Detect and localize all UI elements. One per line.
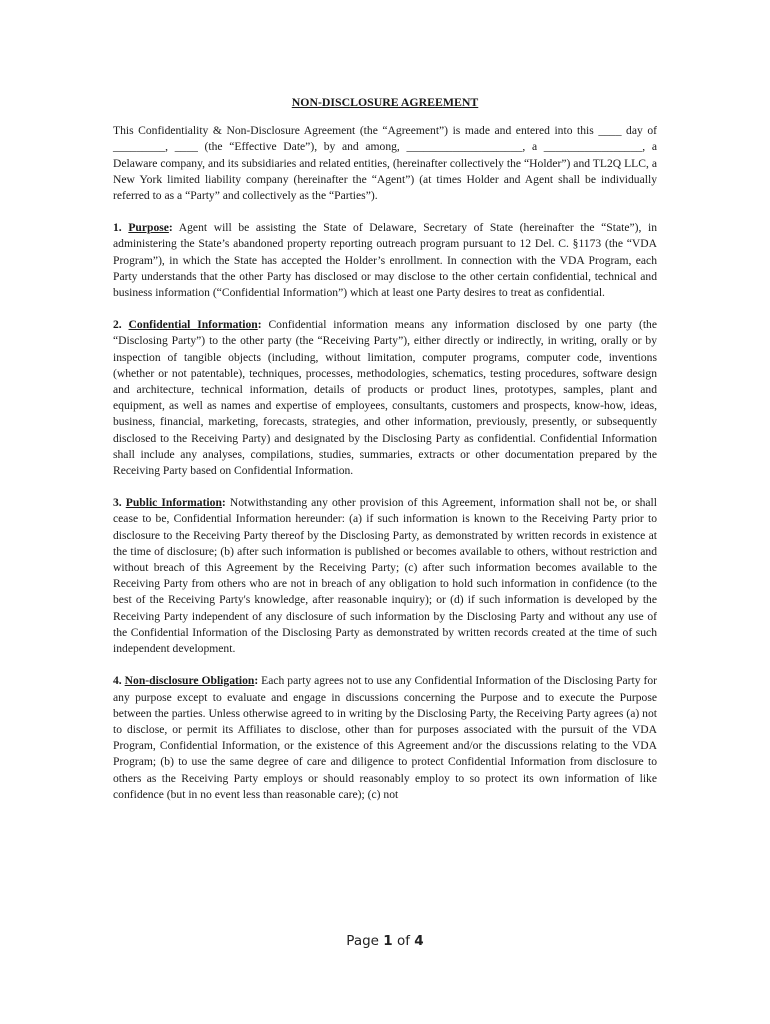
section-body: Notwithstanding any other provision of this Agreement, information shall not be, or shall cease to be, Confidential Information hereunder: (a) if such information is known to the Receiving Party prior to disclosure to the Receiving Party thereof by the Disclosing Party, as demonstrated by written records in existence at the time of disclosure; (b) after such information is published or becomes available to others, without restriction and without breach of this Agreement by the Receiving Party; (c) after such information becomes available to the Receiving Party from others who are not in breach of any obligation to hold such information in confidence (to the best of the Receiving Party's knowledge, after reasonable inquiry); or (d) if such information is developed by the Receiving Party independent of any disclosure of such information by the Disclosing Party and without any use of the Confidential Information of the Disclosing Party as demonstrated by written records created at the time of such independent development. — [113, 496, 657, 656]
section-heading: Non-disclosure Obligation — [124, 674, 255, 688]
section-public-information — [113, 495, 657, 657]
section-heading: Public Information — [125, 496, 222, 510]
section-body: Agent will be assisting the State of Delaware, Secretary of State (hereinafter the “State”), in administering the State’s abandoned property reporting outreach program pursuant to 12 Del. C. §1173 (the “VDA Program”), in which the State has accepted the Holder’s enrollment. In connection with the VDA Program, each Party understands that the other Party has disclosed or may disclose to the other certain confidential, technical and business information (“Confidential Information”) which at least one Party desires to treat as confidential. — [113, 221, 658, 300]
intro-paragraph: This Confidentiality & Non-Disclosure Agreement (the “Agreement”) is made and entered into this ____ day of _________, ____ (the “Effective Date”), by and among, ____________________, a _________________, a Delaware company, and its subsidiaries and related entities, (hereinafter collectively the “Holder”) and TL2Q LLC, a New York limited liability company (hereinafter the “Agent”) (at times Holder and Agent shall be individually referred to as a “Party” and collectively as the “Parties”). — [113, 124, 657, 203]
section-purpose — [113, 220, 657, 301]
page-current: 1 — [383, 933, 393, 949]
document-title: NON-DISCLOSURE AGREEMENT — [291, 95, 479, 109]
section-heading: Confidential Information — [128, 318, 258, 332]
page-total: 4 — [414, 933, 424, 949]
of-word: of — [396, 933, 410, 949]
section-colon: : — [257, 318, 262, 332]
section-non-disclosure-obligation — [113, 673, 657, 803]
section-heading: Purpose — [128, 221, 169, 235]
section-body: Confidential information means any information disclosed by one party (the “Disclosing Party”) to the other party (the “Receiving Party”), either directly or indirectly, in writing, orally or by inspection of tangible objects (including, without limitation, computer programs, computer code, inventions (whether or not patentable), techniques, processes, methodologies, schematics, testing procedures, software design and architecture, technical information, details of products or product lines, prototypes, samples, plant and equipment, as well as names and expertise of employees, consultants, customers and prospects, know-how, ideas, business, financial, marketing, forecasts, strategies, and other information, previously, presently, or subsequently disclosed to the Receiving Party) and designated by the Disclosing Party as confidential. Confidential Information shall include any analyses, compilations, studies, summaries, extracts or other documentation prepared by the Receiving Party based on Confidential Information. — [113, 318, 657, 478]
section-colon: : — [221, 496, 226, 510]
section-colon: : — [168, 221, 173, 235]
section-number: 3. — [113, 496, 122, 510]
document-body — [113, 94, 657, 819]
page-footer — [0, 933, 770, 949]
page-word: Page — [346, 933, 379, 949]
section-body: Each party agrees not to use any Confidential Information of the Disclosing Party for any purpose except to evaluate and engage in discussions concerning the Purpose and to execute the Purpose between the parties. Unless otherwise agreed to in writing by the Disclosing Party, the Receiving Party agrees (a) not to disclose, or permit its Affiliates to disclose, other than for purposes associated with the pursuit of the VDA Program, Confidential Information, or the existence of this Agreement and/or the discussions relating to the VDA Program; (b) to use the same degree of care and diligence to protect Confidential Information from disclosure to others as the Receiving Party employs or should reasonably employ to so protect its own information of like confidence (but in no event less than reasonable care); (c) not — [113, 674, 657, 801]
section-confidential-information — [113, 317, 657, 479]
section-number: 4. — [113, 674, 122, 688]
section-number: 1. — [113, 221, 122, 235]
section-colon: : — [254, 674, 259, 688]
section-number: 2. — [113, 318, 122, 332]
